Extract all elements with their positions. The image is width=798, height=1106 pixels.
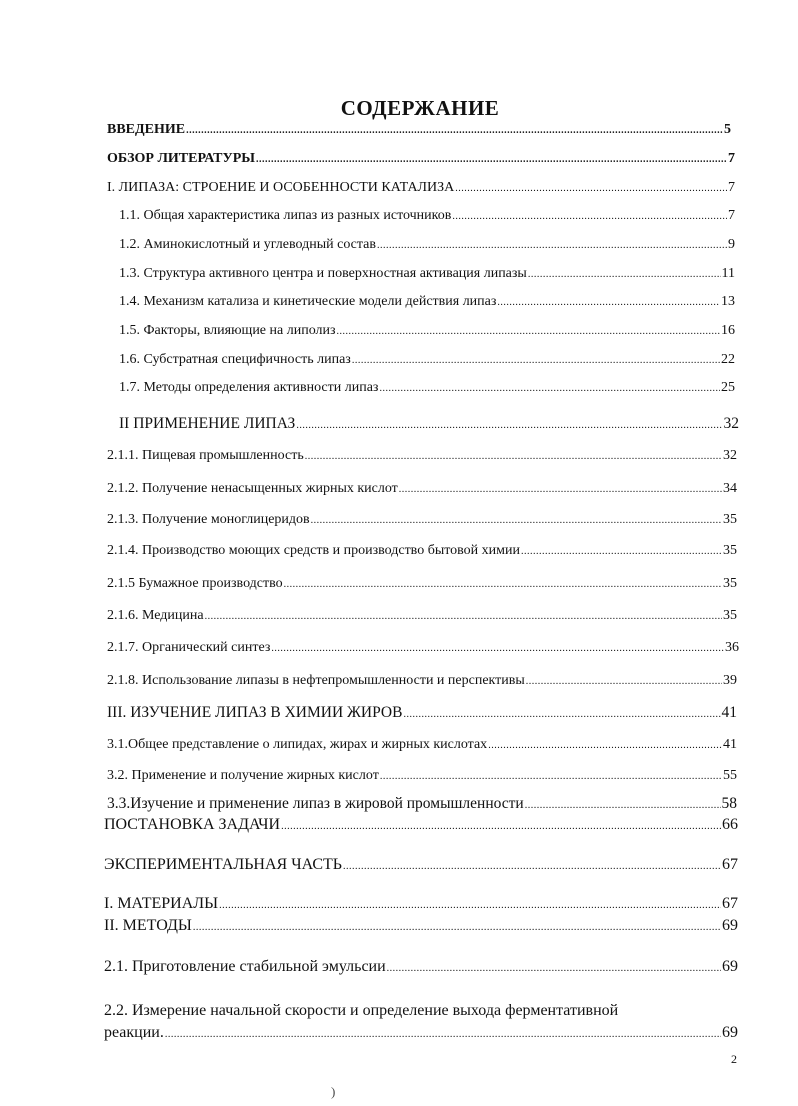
toc-entry-page: 41 <box>721 704 737 721</box>
toc-entry-label: 3.3.Изучение и применение липаз в жировой промышленности <box>107 795 524 812</box>
toc-entry[interactable] <box>104 816 738 834</box>
toc-entry-page: 41 <box>723 737 737 752</box>
toc-entry-label: I. ЛИПАЗА: СТРОЕНИЕ И ОСОБЕННОСТИ КАТАЛИЗА <box>107 180 455 195</box>
toc-entry[interactable] <box>107 673 737 689</box>
toc-entry-page: 32 <box>723 448 737 463</box>
toc-entry-page: 35 <box>723 576 737 591</box>
leader-dots <box>281 821 721 832</box>
toc-entry-page: 39 <box>723 673 737 688</box>
toc-entry-page: 16 <box>721 323 735 338</box>
page-number: 2 <box>731 1052 737 1066</box>
leader-dots <box>205 611 722 622</box>
leader-dots <box>305 451 722 462</box>
toc-entry-page: 69 <box>722 1024 738 1041</box>
toc-entry[interactable] <box>107 576 737 592</box>
toc-entry-label: 3.1.Общее представление о липидах, жирах и жирных кислотах <box>107 737 488 752</box>
toc-entry[interactable] <box>104 856 738 874</box>
leader-dots <box>380 771 722 782</box>
toc-entry-label: 1.5. Факторы, влияющие на липолиз <box>119 323 336 338</box>
toc-entry-label: II. МЕТОДЫ <box>104 917 192 934</box>
toc-entry-label: III. ИЗУЧЕНИЕ ЛИПАЗ В ХИМИИ ЖИРОВ <box>107 704 403 721</box>
toc-entry[interactable] <box>119 237 735 253</box>
leader-dots <box>488 740 722 751</box>
leader-dots <box>526 676 722 687</box>
leader-dots <box>337 326 720 337</box>
leader-dots <box>284 579 722 590</box>
toc-entry[interactable] <box>119 266 735 282</box>
toc-entry-page: 69 <box>722 958 738 975</box>
toc-entry-page: 58 <box>721 795 737 812</box>
toc-entry[interactable] <box>107 448 737 464</box>
leader-dots <box>452 211 727 222</box>
toc-entry-label: 2.1.8. Использование липазы в нефтепромышленности и перспективы <box>107 673 525 688</box>
toc-entry-label: 2.1.5 Бумажное производство <box>107 576 283 591</box>
leader-dots <box>256 154 727 165</box>
toc-entry-page: 34 <box>723 481 737 496</box>
leader-dots <box>271 643 724 654</box>
toc-entry-page: 11 <box>721 266 735 281</box>
toc-entry-label: 2.1.3. Получение моноглицеридов <box>107 512 310 527</box>
toc-entry-label: 1.3. Структура активного центра и поверхностная активация липазы <box>119 266 527 281</box>
toc-entry-label: 2.1. Приготовление стабильной эмульсии <box>104 958 386 975</box>
toc-entry[interactable] <box>107 704 737 722</box>
toc-entry-page: 7 <box>728 208 735 223</box>
toc-entry[interactable] <box>107 543 737 559</box>
toc-entry-label: 1.4. Механизм катализа и кинетические модели действия липаз <box>119 294 497 309</box>
toc-entry-label: 2.1.1. Пищевая промышленность <box>107 448 304 463</box>
leader-dots <box>528 269 721 280</box>
toc-entry-label: II ПРИМЕНЕНИЕ ЛИПАЗ <box>119 415 296 432</box>
leader-dots <box>455 183 727 194</box>
toc-entry-page: 66 <box>722 816 738 833</box>
leader-dots <box>387 963 721 974</box>
toc-entry[interactable] <box>119 380 735 396</box>
toc-entry-label: 1.1. Общая характеристика липаз из разных источников <box>119 208 452 223</box>
toc-entry-page: 5 <box>724 122 731 137</box>
toc-entry[interactable] <box>107 768 737 784</box>
toc-entry-page: 67 <box>722 895 738 912</box>
leader-dots <box>403 709 720 720</box>
toc-entry[interactable] <box>107 151 735 167</box>
toc-entry-label: I. МАТЕРИАЛЫ <box>104 895 219 912</box>
toc-entry-label: 1.7. Методы определения активности липаз <box>119 380 379 395</box>
toc-entry[interactable] <box>107 640 739 656</box>
leader-dots <box>296 420 722 431</box>
toc-entry[interactable] <box>119 323 735 339</box>
toc-entry-label: ЭКСПЕРИМЕНТАЛЬНАЯ ЧАСТЬ <box>104 856 342 873</box>
toc-entry[interactable] <box>119 208 735 224</box>
toc-entry[interactable] <box>107 122 731 138</box>
toc-entry[interactable] <box>104 958 738 976</box>
toc-entry-page: 13 <box>721 294 735 309</box>
toc-entry[interactable] <box>104 895 738 913</box>
toc-entry-label: 2.1.4. Производство моющих средств и производство бытовой химии <box>107 543 521 558</box>
toc-entry[interactable] <box>119 415 739 433</box>
toc-entry-page: 7 <box>728 151 735 166</box>
leader-dots <box>352 355 720 366</box>
toc-entry[interactable] <box>107 512 737 528</box>
leader-dots <box>497 297 720 308</box>
toc-entry-page: 22 <box>721 352 735 367</box>
toc-entry-page: 67 <box>722 856 738 873</box>
toc-entry-label: 2.1.2. Получение ненасыщенных жирных кислот <box>107 481 398 496</box>
toc-entry-page: 32 <box>723 415 739 432</box>
toc-entry-page: 7 <box>728 180 735 195</box>
toc-entry-page: 25 <box>721 380 735 395</box>
toc-entry-label: 2.1.6. Медицина <box>107 608 204 623</box>
leader-dots <box>525 800 721 811</box>
toc-entry-label: ВВЕДЕНИЕ <box>107 122 186 137</box>
toc-entry-label: 2.1.7. Органический синтез <box>107 640 271 655</box>
toc-entry[interactable] <box>107 481 737 497</box>
leader-dots <box>521 546 722 557</box>
leader-dots <box>165 1029 721 1040</box>
toc-entry-label: ОБЗОР ЛИТЕРАТУРЫ <box>107 151 256 166</box>
leader-dots <box>219 900 721 911</box>
toc-entry[interactable] <box>107 737 737 753</box>
toc-entry-label: 1.6. Субстратная специфичность липаз <box>119 352 351 367</box>
toc-entry-page: 36 <box>725 640 739 655</box>
toc-entry-page: 69 <box>722 917 738 934</box>
toc-entry-label-wrapped: 2.2. Измерение начальной скорости и определение выхода ферментативной <box>104 1002 619 1019</box>
toc-entry[interactable] <box>119 294 735 310</box>
stray-mark: ) <box>331 1084 336 1099</box>
toc-entry[interactable] <box>104 1024 738 1042</box>
toc-entry-label: 3.2. Применение и получение жирных кислот <box>107 768 379 783</box>
toc-entry-label: 1.2. Аминокислотный и углеводный состав <box>119 237 377 252</box>
toc-entry-label: ПОСТАНОВКА ЗАДАЧИ <box>104 816 281 833</box>
toc-entry-page: 35 <box>723 608 737 623</box>
leader-dots <box>193 922 721 933</box>
leader-dots <box>379 383 720 394</box>
toc-entry-label: реакции. <box>104 1024 164 1041</box>
toc-entry[interactable] <box>107 795 737 813</box>
toc-entry-page: 9 <box>728 237 735 252</box>
leader-dots <box>186 125 723 136</box>
leader-dots <box>311 515 722 526</box>
toc-entry-page: 35 <box>723 512 737 527</box>
toc-entry[interactable] <box>119 352 735 368</box>
page-title: СОДЕРЖАНИЕ <box>340 96 500 120</box>
toc-entry[interactable] <box>107 608 737 624</box>
leader-dots <box>377 240 727 251</box>
toc-entry-page: 35 <box>723 543 737 558</box>
leader-dots <box>399 484 722 495</box>
leader-dots <box>343 861 721 872</box>
toc-entry[interactable] <box>104 917 738 935</box>
toc-entry-page: 55 <box>723 768 737 783</box>
toc-entry[interactable] <box>107 180 735 196</box>
